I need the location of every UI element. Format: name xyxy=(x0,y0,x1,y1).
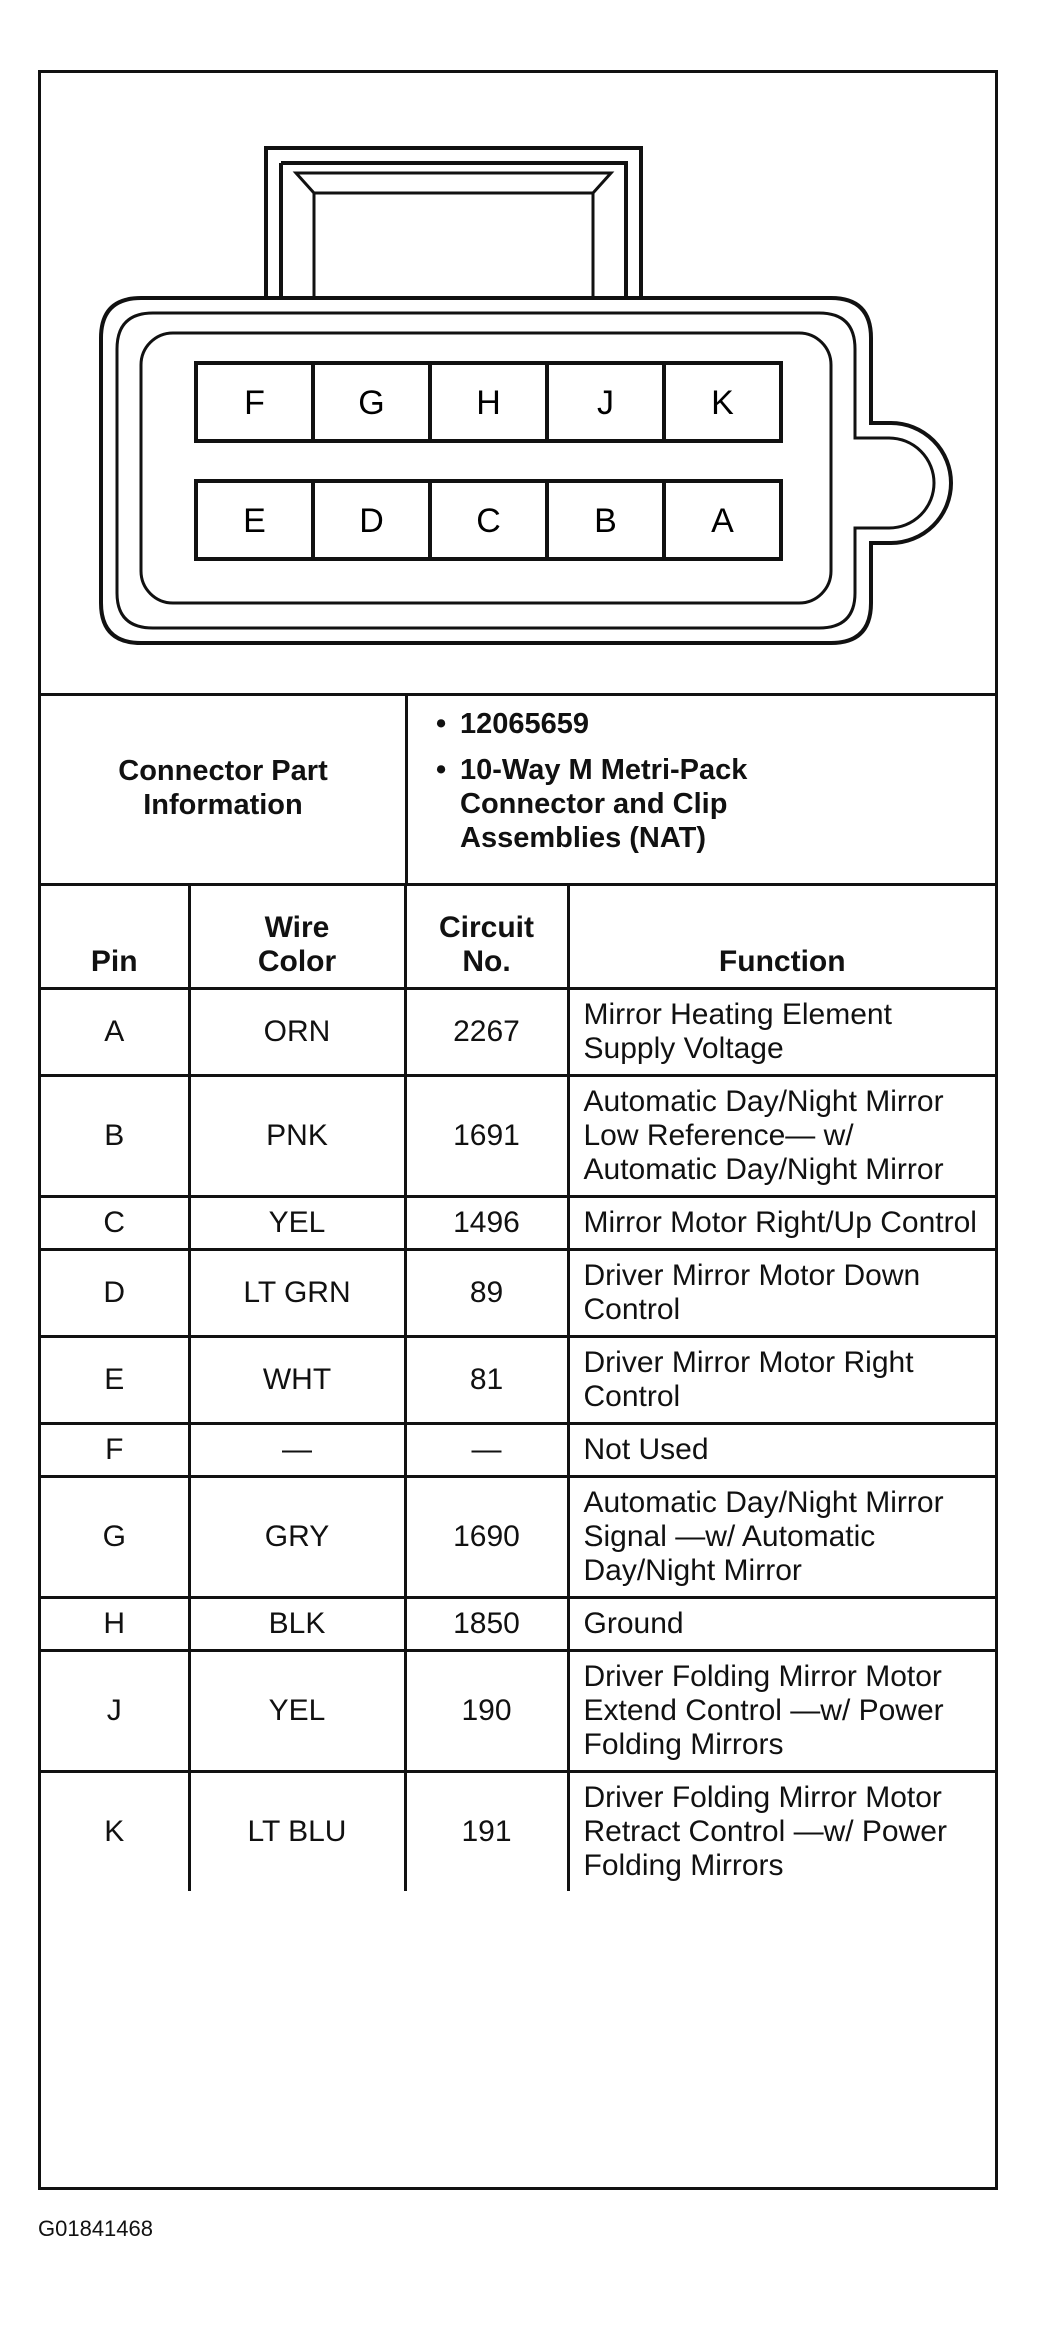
circuit-cell: 190 xyxy=(405,1651,568,1772)
pin-cell: C xyxy=(41,1197,189,1250)
pin-cell: K xyxy=(41,1772,189,1892)
wire-color-cell: BLK xyxy=(189,1598,405,1651)
wire-color-cell: PNK xyxy=(189,1076,405,1197)
circuit-cell: 1690 xyxy=(405,1477,568,1598)
wire-color-cell: WHT xyxy=(189,1337,405,1424)
header-circuit-no: Circuit No. xyxy=(405,883,568,989)
circuit-cell: 2267 xyxy=(405,989,568,1076)
table-row xyxy=(41,1076,995,1197)
circuit-cell: 191 xyxy=(405,1772,568,1892)
pin-label-e: E xyxy=(243,502,266,540)
pin-label-c: C xyxy=(476,502,501,540)
table-row xyxy=(41,1651,995,1772)
pin-cell: A xyxy=(41,989,189,1076)
pin-cell: E xyxy=(41,1337,189,1424)
pin-table-header xyxy=(41,883,995,989)
wire-color-cell: GRY xyxy=(189,1477,405,1598)
pin-label-k: K xyxy=(711,384,734,422)
wire-color-cell: YEL xyxy=(189,1197,405,1250)
pin-label-f: F xyxy=(244,384,265,422)
circuit-cell: 89 xyxy=(405,1250,568,1337)
wire-color-cell: — xyxy=(189,1424,405,1477)
table-row xyxy=(41,1250,995,1337)
function-cell: Driver Mirror Motor Down Control xyxy=(568,1250,995,1337)
part-info-list xyxy=(408,693,995,883)
table-row xyxy=(41,1772,995,1892)
function-cell: Not Used xyxy=(568,1424,995,1477)
header-wire-color: Wire Color xyxy=(189,883,405,989)
connector-drawing xyxy=(41,73,995,693)
header-function: Function xyxy=(568,883,995,989)
function-cell: Ground xyxy=(568,1598,995,1651)
header-pin: Pin xyxy=(41,883,189,989)
pin-label-b: B xyxy=(594,502,617,540)
function-cell: Driver Folding Mirror Motor Retract Control —w/ Power Folding Mirrors xyxy=(568,1772,995,1892)
wire-color-cell: YEL xyxy=(189,1651,405,1772)
circuit-cell: 1496 xyxy=(405,1197,568,1250)
part-number: • 12065659 xyxy=(436,707,985,741)
function-cell: Driver Mirror Motor Right Control xyxy=(568,1337,995,1424)
pin-cell: D xyxy=(41,1250,189,1337)
table-row xyxy=(41,989,995,1076)
function-cell: Mirror Motor Right/Up Control xyxy=(568,1197,995,1250)
table-row xyxy=(41,1337,995,1424)
pin-cell: H xyxy=(41,1598,189,1651)
function-cell: Automatic Day/Night Mirror Low Reference— w/ Automatic Day/Night Mirror xyxy=(568,1076,995,1197)
connector-diagram-frame xyxy=(38,70,998,2190)
table-row xyxy=(41,1598,995,1651)
part-info-label: Connector Part Information xyxy=(41,693,408,883)
pin-label-h: H xyxy=(476,384,501,422)
pin-cell: F xyxy=(41,1424,189,1477)
circuit-cell: 81 xyxy=(405,1337,568,1424)
circuit-cell: 1691 xyxy=(405,1076,568,1197)
part-description: • 10-Way M Metri-Pack Connector and Clip Assemblies (NAT) xyxy=(436,753,985,855)
pin-label-j: J xyxy=(597,384,614,422)
pin-label-d: D xyxy=(359,502,384,540)
wire-color-cell: LT GRN xyxy=(189,1250,405,1337)
table-row xyxy=(41,1477,995,1598)
circuit-cell: 1850 xyxy=(405,1598,568,1651)
table-row xyxy=(41,1424,995,1477)
pin-table xyxy=(41,883,995,1891)
circuit-cell: — xyxy=(405,1424,568,1477)
function-cell: Mirror Heating Element Supply Voltage xyxy=(568,989,995,1076)
pin-label-a: A xyxy=(711,502,734,540)
pin-cell: G xyxy=(41,1477,189,1598)
connector-part-information xyxy=(41,693,995,886)
pin-cell: B xyxy=(41,1076,189,1197)
wire-color-cell: ORN xyxy=(189,989,405,1076)
pin-cell: J xyxy=(41,1651,189,1772)
function-cell: Driver Folding Mirror Motor Extend Control —w/ Power Folding Mirrors xyxy=(568,1651,995,1772)
table-row xyxy=(41,1197,995,1250)
figure-id: G01841468 xyxy=(38,2216,153,2241)
pin-label-g: G xyxy=(358,384,385,422)
wire-color-cell: LT BLU xyxy=(189,1772,405,1892)
function-cell: Automatic Day/Night Mirror Signal —w/ Automatic Day/Night Mirror xyxy=(568,1477,995,1598)
connector-face-diagram xyxy=(41,73,995,696)
